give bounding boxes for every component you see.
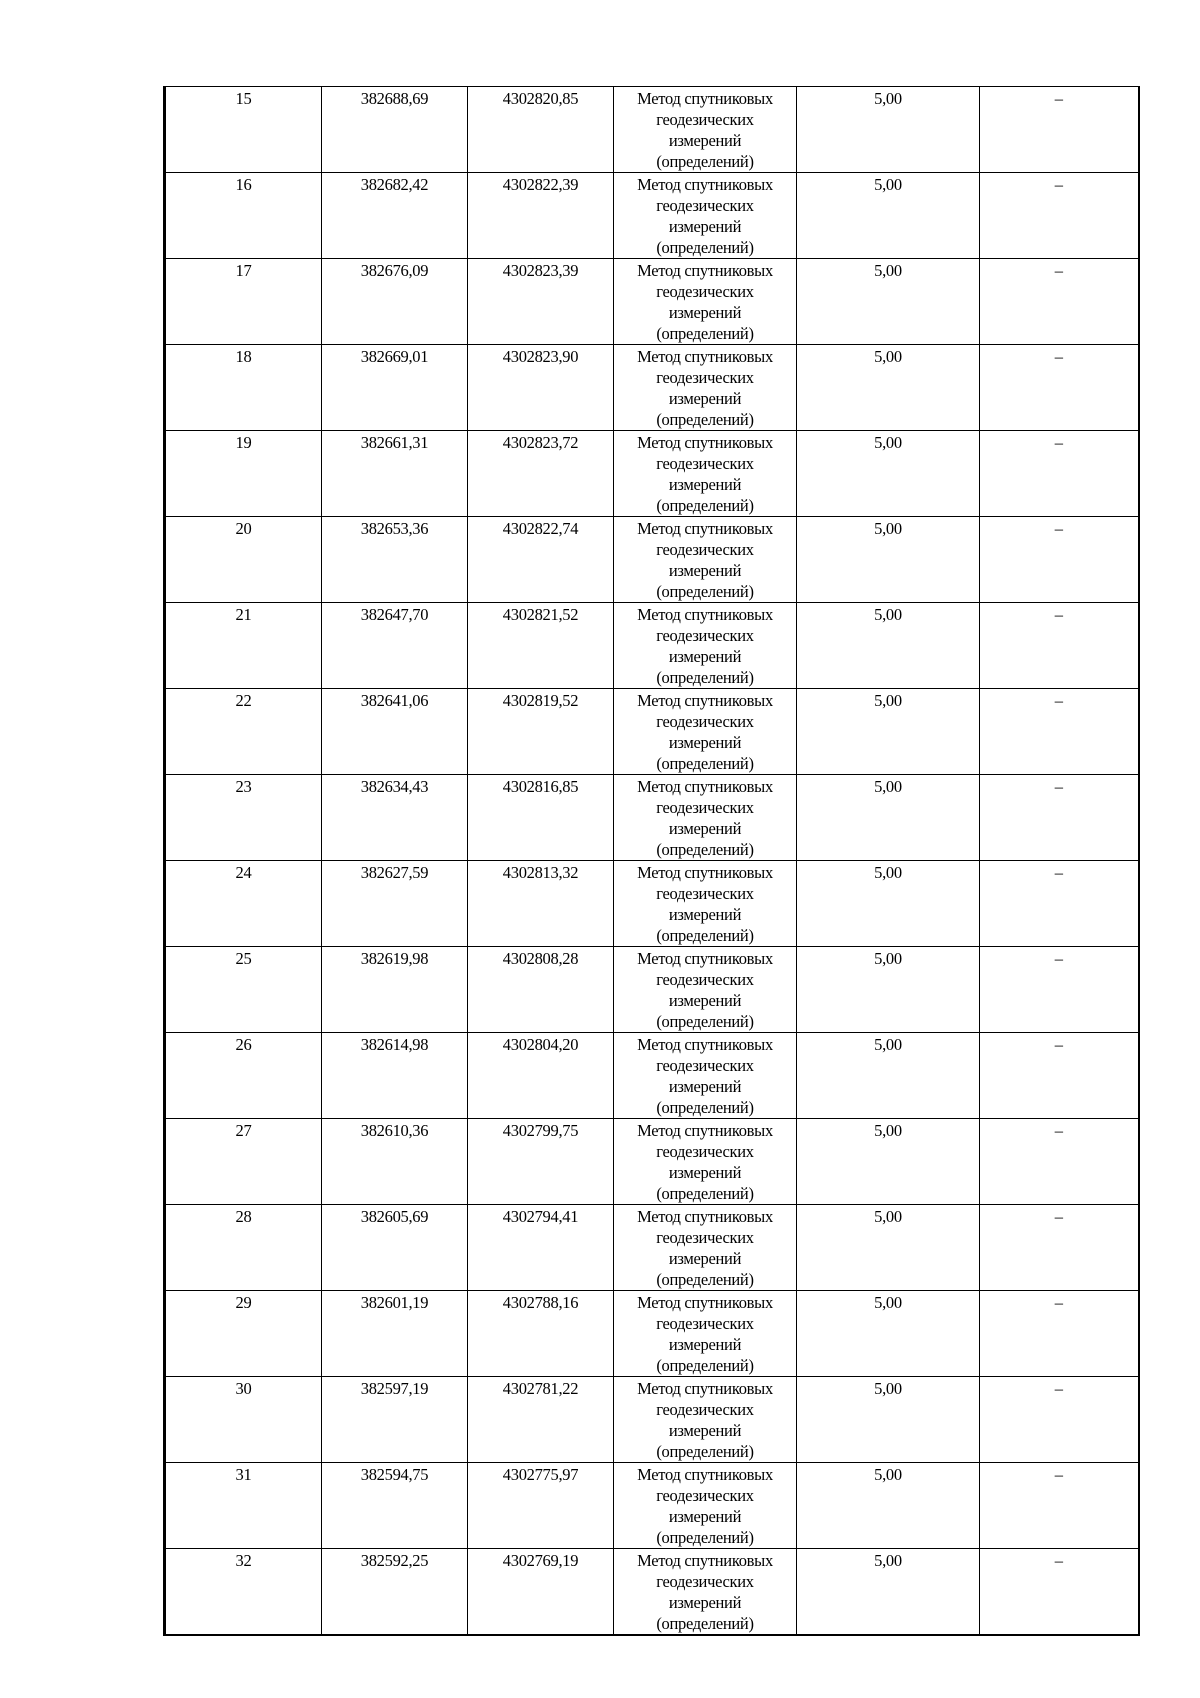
- method-line: Метод спутниковых: [637, 1551, 773, 1570]
- note-cell: –: [980, 517, 1139, 603]
- method-line: геодезических: [656, 798, 754, 817]
- method-cell: [614, 345, 797, 431]
- method-line: измерений: [668, 303, 742, 322]
- point-number-cell: 30: [165, 1377, 322, 1463]
- method-line: геодезических: [656, 712, 754, 731]
- method-line: геодезических: [656, 110, 754, 129]
- method-line: Метод спутниковых: [637, 1035, 773, 1054]
- method-line: (определений): [656, 1356, 754, 1375]
- accuracy-cell: 5,00: [797, 517, 980, 603]
- table-row: [165, 1119, 1139, 1205]
- table-row: [165, 1033, 1139, 1119]
- x-coordinate-cell: 382688,69: [322, 87, 468, 173]
- method-line: (определений): [656, 1528, 754, 1547]
- accuracy-cell: 5,00: [797, 689, 980, 775]
- point-number-cell: 23: [165, 775, 322, 861]
- method-cell: [614, 1377, 797, 1463]
- point-number-cell: 15: [165, 87, 322, 173]
- method-line: измерений: [668, 561, 742, 580]
- method-line: (определений): [656, 238, 754, 257]
- table-row: [165, 689, 1139, 775]
- point-number-cell: 20: [165, 517, 322, 603]
- note-cell: –: [980, 861, 1139, 947]
- accuracy-cell: 5,00: [797, 1205, 980, 1291]
- note-cell: –: [980, 345, 1139, 431]
- method-line: геодезических: [656, 970, 754, 989]
- note-cell: –: [980, 689, 1139, 775]
- x-coordinate-cell: 382682,42: [322, 173, 468, 259]
- table-row: [165, 947, 1139, 1033]
- method-line: (определений): [656, 410, 754, 429]
- method-line: измерений: [668, 1421, 742, 1440]
- method-line: измерений: [668, 733, 742, 752]
- method-line: Метод спутниковых: [637, 949, 773, 968]
- method-line: (определений): [656, 1012, 754, 1031]
- accuracy-cell: 5,00: [797, 1549, 980, 1636]
- accuracy-cell: 5,00: [797, 1291, 980, 1377]
- table-row: [165, 603, 1139, 689]
- method-line: геодезических: [656, 282, 754, 301]
- x-coordinate-cell: 382594,75: [322, 1463, 468, 1549]
- point-number-cell: 16: [165, 173, 322, 259]
- note-cell: –: [980, 1119, 1139, 1205]
- method-line: измерений: [668, 475, 742, 494]
- method-line: измерений: [668, 905, 742, 924]
- y-coordinate-cell: 4302813,32: [468, 861, 614, 947]
- note-cell: –: [980, 173, 1139, 259]
- table-row: [165, 173, 1139, 259]
- method-line: измерений: [668, 389, 742, 408]
- method-line: геодезических: [656, 196, 754, 215]
- method-line: (определений): [656, 1098, 754, 1117]
- method-line: измерений: [668, 1249, 742, 1268]
- y-coordinate-cell: 4302822,39: [468, 173, 614, 259]
- method-line: геодезических: [656, 1314, 754, 1333]
- x-coordinate-cell: 382647,70: [322, 603, 468, 689]
- accuracy-cell: 5,00: [797, 173, 980, 259]
- method-line: Метод спутниковых: [637, 1121, 773, 1140]
- method-cell: [614, 431, 797, 517]
- point-number-cell: 24: [165, 861, 322, 947]
- method-line: (определений): [656, 1270, 754, 1289]
- y-coordinate-cell: 4302769,19: [468, 1549, 614, 1636]
- x-coordinate-cell: 382619,98: [322, 947, 468, 1033]
- y-coordinate-cell: 4302808,28: [468, 947, 614, 1033]
- note-cell: –: [980, 603, 1139, 689]
- x-coordinate-cell: 382634,43: [322, 775, 468, 861]
- method-line: измерений: [668, 1593, 742, 1612]
- point-number-cell: 29: [165, 1291, 322, 1377]
- x-coordinate-cell: 382653,36: [322, 517, 468, 603]
- method-line: геодезических: [656, 1572, 754, 1591]
- method-cell: [614, 1033, 797, 1119]
- table-row: [165, 345, 1139, 431]
- accuracy-cell: 5,00: [797, 1033, 980, 1119]
- accuracy-cell: 5,00: [797, 1377, 980, 1463]
- method-line: Метод спутниковых: [637, 1379, 773, 1398]
- accuracy-cell: 5,00: [797, 1463, 980, 1549]
- table-row: [165, 775, 1139, 861]
- point-number-cell: 27: [165, 1119, 322, 1205]
- method-line: Метод спутниковых: [637, 261, 773, 280]
- coordinates-table-body: [165, 87, 1139, 1636]
- method-line: геодезических: [656, 1486, 754, 1505]
- x-coordinate-cell: 382676,09: [322, 259, 468, 345]
- note-cell: –: [980, 947, 1139, 1033]
- y-coordinate-cell: 4302799,75: [468, 1119, 614, 1205]
- note-cell: –: [980, 1205, 1139, 1291]
- method-line: измерений: [668, 131, 742, 150]
- table-row: [165, 431, 1139, 517]
- method-line: геодезических: [656, 1142, 754, 1161]
- y-coordinate-cell: 4302823,90: [468, 345, 614, 431]
- y-coordinate-cell: 4302816,85: [468, 775, 614, 861]
- method-line: измерений: [668, 1335, 742, 1354]
- point-number-cell: 32: [165, 1549, 322, 1636]
- x-coordinate-cell: 382605,69: [322, 1205, 468, 1291]
- method-line: измерений: [668, 819, 742, 838]
- method-line: геодезических: [656, 1056, 754, 1075]
- note-cell: –: [980, 431, 1139, 517]
- method-line: (определений): [656, 1184, 754, 1203]
- method-line: Метод спутниковых: [637, 519, 773, 538]
- point-number-cell: 17: [165, 259, 322, 345]
- method-line: (определений): [656, 840, 754, 859]
- method-line: (определений): [656, 1442, 754, 1461]
- y-coordinate-cell: 4302822,74: [468, 517, 614, 603]
- method-cell: [614, 689, 797, 775]
- method-cell: [614, 1463, 797, 1549]
- method-line: Метод спутниковых: [637, 433, 773, 452]
- table-row: [165, 1377, 1139, 1463]
- method-line: измерений: [668, 647, 742, 666]
- method-line: измерений: [668, 1507, 742, 1526]
- method-line: Метод спутниковых: [637, 863, 773, 882]
- x-coordinate-cell: 382610,36: [322, 1119, 468, 1205]
- x-coordinate-cell: 382627,59: [322, 861, 468, 947]
- method-cell: [614, 1549, 797, 1636]
- method-line: геодезических: [656, 540, 754, 559]
- y-coordinate-cell: 4302820,85: [468, 87, 614, 173]
- method-cell: [614, 173, 797, 259]
- note-cell: –: [980, 1377, 1139, 1463]
- coordinates-table: [163, 86, 1140, 1636]
- x-coordinate-cell: 382614,98: [322, 1033, 468, 1119]
- table-row: [165, 517, 1139, 603]
- method-cell: [614, 1205, 797, 1291]
- method-line: (определений): [656, 324, 754, 343]
- accuracy-cell: 5,00: [797, 947, 980, 1033]
- method-line: (определений): [656, 1614, 754, 1633]
- method-line: Метод спутниковых: [637, 347, 773, 366]
- y-coordinate-cell: 4302821,52: [468, 603, 614, 689]
- table-row: [165, 1205, 1139, 1291]
- accuracy-cell: 5,00: [797, 775, 980, 861]
- method-line: геодезических: [656, 454, 754, 473]
- method-line: измерений: [668, 991, 742, 1010]
- method-line: геодезических: [656, 1400, 754, 1419]
- y-coordinate-cell: 4302804,20: [468, 1033, 614, 1119]
- x-coordinate-cell: 382597,19: [322, 1377, 468, 1463]
- method-line: (определений): [656, 926, 754, 945]
- note-cell: –: [980, 1291, 1139, 1377]
- accuracy-cell: 5,00: [797, 345, 980, 431]
- point-number-cell: 21: [165, 603, 322, 689]
- method-line: (определений): [656, 152, 754, 171]
- method-cell: [614, 947, 797, 1033]
- method-line: Метод спутниковых: [637, 1207, 773, 1226]
- x-coordinate-cell: 382661,31: [322, 431, 468, 517]
- method-line: геодезических: [656, 368, 754, 387]
- note-cell: –: [980, 1033, 1139, 1119]
- method-line: геодезических: [656, 884, 754, 903]
- method-cell: [614, 87, 797, 173]
- note-cell: –: [980, 1549, 1139, 1636]
- method-line: Метод спутниковых: [637, 1293, 773, 1312]
- y-coordinate-cell: 4302819,52: [468, 689, 614, 775]
- table-row: [165, 1291, 1139, 1377]
- table-row: [165, 1549, 1139, 1636]
- point-number-cell: 28: [165, 1205, 322, 1291]
- point-number-cell: 19: [165, 431, 322, 517]
- method-cell: [614, 1291, 797, 1377]
- accuracy-cell: 5,00: [797, 87, 980, 173]
- method-cell: [614, 861, 797, 947]
- method-line: Метод спутниковых: [637, 691, 773, 710]
- x-coordinate-cell: 382641,06: [322, 689, 468, 775]
- method-line: (определений): [656, 754, 754, 773]
- accuracy-cell: 5,00: [797, 603, 980, 689]
- y-coordinate-cell: 4302823,39: [468, 259, 614, 345]
- table-row: [165, 87, 1139, 173]
- accuracy-cell: 5,00: [797, 431, 980, 517]
- point-number-cell: 31: [165, 1463, 322, 1549]
- method-line: (определений): [656, 668, 754, 687]
- method-line: Метод спутниковых: [637, 605, 773, 624]
- method-line: Метод спутниковых: [637, 175, 773, 194]
- accuracy-cell: 5,00: [797, 259, 980, 345]
- method-cell: [614, 775, 797, 861]
- point-number-cell: 26: [165, 1033, 322, 1119]
- method-cell: [614, 1119, 797, 1205]
- accuracy-cell: 5,00: [797, 1119, 980, 1205]
- method-line: геодезических: [656, 626, 754, 645]
- x-coordinate-cell: 382669,01: [322, 345, 468, 431]
- point-number-cell: 22: [165, 689, 322, 775]
- method-line: (определений): [656, 496, 754, 515]
- method-line: геодезических: [656, 1228, 754, 1247]
- y-coordinate-cell: 4302775,97: [468, 1463, 614, 1549]
- method-line: измерений: [668, 1163, 742, 1182]
- method-line: измерений: [668, 1077, 742, 1096]
- note-cell: –: [980, 775, 1139, 861]
- y-coordinate-cell: 4302794,41: [468, 1205, 614, 1291]
- point-number-cell: 25: [165, 947, 322, 1033]
- note-cell: –: [980, 87, 1139, 173]
- note-cell: –: [980, 259, 1139, 345]
- table-row: [165, 1463, 1139, 1549]
- method-cell: [614, 603, 797, 689]
- method-cell: [614, 259, 797, 345]
- accuracy-cell: 5,00: [797, 861, 980, 947]
- method-line: Метод спутниковых: [637, 777, 773, 796]
- y-coordinate-cell: 4302823,72: [468, 431, 614, 517]
- note-cell: –: [980, 1463, 1139, 1549]
- method-line: Метод спутниковых: [637, 1465, 773, 1484]
- method-line: Метод спутниковых: [637, 89, 773, 108]
- x-coordinate-cell: 382601,19: [322, 1291, 468, 1377]
- table-row: [165, 259, 1139, 345]
- point-number-cell: 18: [165, 345, 322, 431]
- method-line: (определений): [656, 582, 754, 601]
- y-coordinate-cell: 4302781,22: [468, 1377, 614, 1463]
- table-row: [165, 861, 1139, 947]
- x-coordinate-cell: 382592,25: [322, 1549, 468, 1636]
- method-line: измерений: [668, 217, 742, 236]
- y-coordinate-cell: 4302788,16: [468, 1291, 614, 1377]
- method-cell: [614, 517, 797, 603]
